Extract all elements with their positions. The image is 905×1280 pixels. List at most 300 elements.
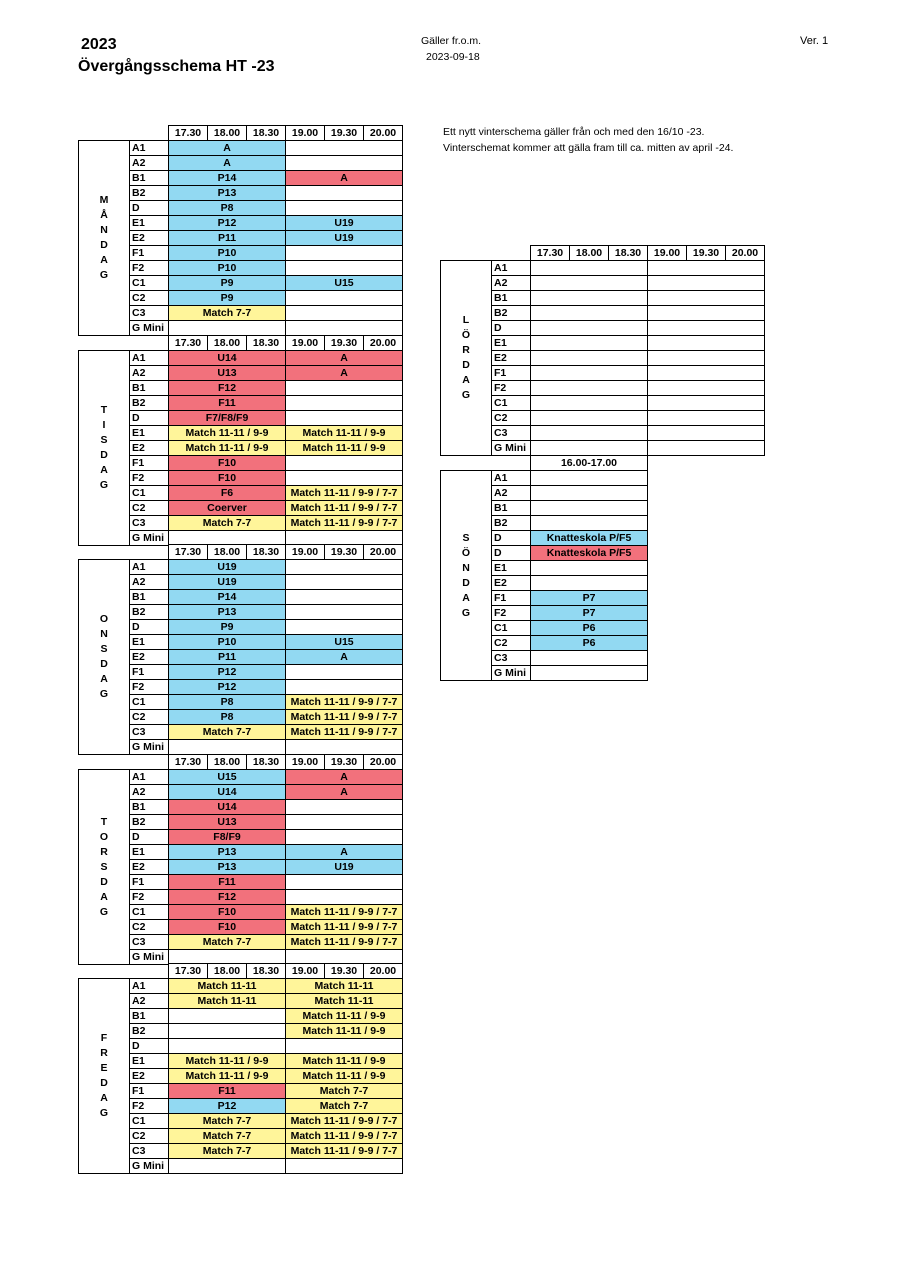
section-label: F2 — [130, 680, 169, 695]
time-header-cell: 19.00 — [286, 336, 325, 351]
day-letter: R — [100, 1047, 108, 1059]
section-label: A2 — [130, 575, 169, 590]
late-slot — [648, 381, 765, 396]
late-slot: Match 11-11 / 9-9 — [286, 441, 403, 456]
year: 2023 — [81, 36, 117, 53]
day-letter: T — [100, 404, 108, 416]
section-label: D — [130, 1039, 169, 1054]
section-label: B2 — [130, 815, 169, 830]
day-letter: A — [100, 890, 108, 903]
early-slot — [531, 336, 648, 351]
late-slot — [286, 186, 403, 201]
early-slot: P12 — [169, 680, 286, 695]
early-slot — [169, 321, 286, 336]
late-slot — [648, 276, 765, 291]
late-slot: A — [286, 845, 403, 860]
early-slot: Match 7-7 — [169, 725, 286, 740]
sunday-slot — [531, 561, 648, 576]
time-header-cell: 18.30 — [247, 126, 286, 141]
late-slot — [286, 590, 403, 605]
early-slot: F10 — [169, 905, 286, 920]
early-slot: P10 — [169, 261, 286, 276]
late-slot: Match 7-7 — [286, 1084, 403, 1099]
time-header-row — [79, 336, 403, 351]
early-slot: F6 — [169, 486, 286, 501]
early-slot: P8 — [169, 695, 286, 710]
time-header-cell: 19.30 — [325, 126, 364, 141]
late-slot: Match 11-11 / 9-9 / 7-7 — [286, 486, 403, 501]
section-label: E1 — [130, 1054, 169, 1069]
late-slot: U19 — [286, 860, 403, 875]
early-slot: P9 — [169, 291, 286, 306]
sunday-slot: Knatteskola P/F5 — [531, 546, 648, 561]
early-slot — [169, 1009, 286, 1024]
section-label: C2 — [130, 1129, 169, 1144]
section-label: D — [492, 321, 531, 336]
time-header-cell: 18.30 — [609, 246, 648, 261]
early-slot — [531, 381, 648, 396]
time-header-cell: 16.00-17.00 — [531, 456, 648, 471]
late-slot — [286, 471, 403, 486]
header-blank — [441, 456, 492, 471]
day-letter: Å — [100, 209, 108, 221]
late-slot: Match 11-11 / 9-9 / 7-7 — [286, 501, 403, 516]
late-slot: A — [286, 650, 403, 665]
section-label: B2 — [492, 306, 531, 321]
day-label — [79, 141, 130, 336]
schedule-row — [79, 770, 403, 785]
time-header-row — [79, 545, 403, 560]
time-header-cell: 19.30 — [325, 755, 364, 770]
early-slot — [531, 411, 648, 426]
day-letter: L — [462, 314, 470, 326]
day-letter: D — [100, 658, 108, 670]
late-slot: Match 11-11 / 9-9 — [286, 1024, 403, 1039]
time-header-cell: 19.00 — [648, 246, 687, 261]
valid-from-label: Gäller fr.o.m. — [421, 35, 482, 47]
late-slot — [286, 800, 403, 815]
section-label: C2 — [130, 291, 169, 306]
section-label: D — [492, 531, 531, 546]
day-letter: D — [100, 449, 108, 461]
day-table-lordag — [440, 245, 765, 456]
late-slot: A — [286, 770, 403, 785]
early-slot: U14 — [169, 351, 286, 366]
late-slot: Match 11-11 / 9-9 — [286, 1009, 403, 1024]
late-slot — [286, 605, 403, 620]
early-slot: F8/F9 — [169, 830, 286, 845]
late-slot: A — [286, 351, 403, 366]
section-label: E1 — [492, 561, 531, 576]
day-letter: S — [462, 531, 470, 544]
section-label: B2 — [130, 396, 169, 411]
early-slot: U14 — [169, 785, 286, 800]
header-blank — [441, 246, 492, 261]
early-slot: P8 — [169, 201, 286, 216]
section-label: A1 — [130, 351, 169, 366]
time-header-row — [79, 964, 403, 979]
section-label: A2 — [492, 486, 531, 501]
early-slot — [531, 321, 648, 336]
schedule-row — [79, 560, 403, 575]
time-header-cell: 17.30 — [169, 755, 208, 770]
section-label: C2 — [130, 920, 169, 935]
early-slot: Match 7-7 — [169, 516, 286, 531]
section-label: B2 — [130, 186, 169, 201]
early-slot: Match 11-11 / 9-9 — [169, 1054, 286, 1069]
day-letter: T — [100, 815, 108, 828]
section-label: E2 — [130, 441, 169, 456]
time-header-cell: 19.30 — [687, 246, 726, 261]
early-slot: P10 — [169, 246, 286, 261]
time-header-cell: 18.30 — [247, 964, 286, 979]
late-slot — [286, 246, 403, 261]
section-label: A2 — [130, 366, 169, 381]
schedule-row — [79, 351, 403, 366]
day-letter: N — [100, 628, 108, 640]
day-letter: G — [99, 688, 109, 700]
section-label: F2 — [130, 471, 169, 486]
section-label: B1 — [492, 291, 531, 306]
day-letter: G — [461, 606, 471, 619]
late-slot — [286, 1159, 403, 1174]
sunday-slot: P6 — [531, 636, 648, 651]
time-header-cell: 20.00 — [364, 755, 403, 770]
early-slot: Match 7-7 — [169, 1144, 286, 1159]
day-letter: M — [99, 194, 109, 206]
early-slot: P12 — [169, 665, 286, 680]
time-header-cell: 19.00 — [286, 755, 325, 770]
late-slot — [286, 411, 403, 426]
section-label: B1 — [130, 171, 169, 186]
late-slot — [286, 815, 403, 830]
schedule-row — [79, 141, 403, 156]
section-label: A1 — [492, 261, 531, 276]
late-slot: U15 — [286, 276, 403, 291]
time-header-cell: 19.00 — [286, 964, 325, 979]
time-header-cell: 17.30 — [169, 126, 208, 141]
early-slot: A — [169, 156, 286, 171]
early-slot: P10 — [169, 635, 286, 650]
early-slot: Match 7-7 — [169, 1114, 286, 1129]
sunday-slot: P7 — [531, 606, 648, 621]
schedule-row — [441, 261, 765, 276]
late-slot: A — [286, 785, 403, 800]
late-slot — [286, 680, 403, 695]
day-table-sondag — [440, 455, 648, 681]
late-slot — [648, 261, 765, 276]
valid-from-date: 2023-09-18 — [426, 51, 480, 63]
section-label: D — [130, 201, 169, 216]
time-header-cell: 19.30 — [325, 545, 364, 560]
day-letter: G — [99, 269, 109, 281]
section-label: C2 — [130, 710, 169, 725]
day-letter: N — [100, 224, 108, 236]
day-letter: G — [99, 1107, 109, 1119]
day-letter: A — [100, 464, 108, 476]
section-label: E2 — [130, 860, 169, 875]
late-slot — [648, 411, 765, 426]
time-header-cell: 18.00 — [208, 755, 247, 770]
header-blank — [79, 126, 130, 141]
day-letter: A — [100, 1092, 108, 1104]
section-label: D — [130, 620, 169, 635]
early-slot: F12 — [169, 890, 286, 905]
section-label: E2 — [492, 351, 531, 366]
section-label: E1 — [130, 426, 169, 441]
late-slot — [648, 366, 765, 381]
section-label: B2 — [130, 1024, 169, 1039]
section-label: C3 — [130, 1144, 169, 1159]
early-slot: Coerver — [169, 501, 286, 516]
day-label — [79, 560, 130, 755]
section-label: C1 — [492, 621, 531, 636]
section-label: B1 — [492, 501, 531, 516]
time-header-cell: 18.00 — [208, 336, 247, 351]
time-header-cell: 20.00 — [364, 545, 403, 560]
late-slot: Match 11-11 / 9-9 / 7-7 — [286, 920, 403, 935]
early-slot: Match 11-11 / 9-9 — [169, 426, 286, 441]
section-label: C3 — [130, 725, 169, 740]
late-slot: Match 11-11 / 9-9 / 7-7 — [286, 905, 403, 920]
day-label — [441, 261, 492, 456]
time-header-row — [441, 456, 648, 471]
late-slot — [286, 201, 403, 216]
section-label: A1 — [130, 770, 169, 785]
section-label: A1 — [130, 979, 169, 994]
day-letter: A — [462, 374, 470, 386]
section-label: E1 — [130, 845, 169, 860]
late-slot — [648, 321, 765, 336]
sunday-slot: Knatteskola P/F5 — [531, 531, 648, 546]
early-slot — [531, 291, 648, 306]
early-slot: Match 7-7 — [169, 1129, 286, 1144]
day-letter: O — [99, 830, 109, 843]
early-slot: P14 — [169, 590, 286, 605]
section-label: E2 — [492, 576, 531, 591]
time-header-cell: 18.00 — [208, 126, 247, 141]
late-slot — [286, 156, 403, 171]
late-slot: Match 7-7 — [286, 1099, 403, 1114]
early-slot — [531, 366, 648, 381]
section-label: A2 — [492, 276, 531, 291]
section-label: C3 — [130, 306, 169, 321]
early-slot — [531, 351, 648, 366]
day-letter: A — [100, 673, 108, 685]
section-label: D — [492, 546, 531, 561]
section-label: C3 — [492, 426, 531, 441]
section-label: B1 — [130, 590, 169, 605]
section-label: A1 — [492, 471, 531, 486]
section-label: G Mini — [130, 321, 169, 336]
day-label — [79, 351, 130, 546]
section-label: C1 — [130, 905, 169, 920]
time-header-cell: 18.30 — [247, 336, 286, 351]
time-header-cell: 20.00 — [726, 246, 765, 261]
late-slot: Match 11-11 / 9-9 / 7-7 — [286, 1114, 403, 1129]
late-slot: A — [286, 366, 403, 381]
section-label: C2 — [130, 501, 169, 516]
late-slot — [286, 321, 403, 336]
early-slot: U14 — [169, 800, 286, 815]
section-label: E2 — [130, 1069, 169, 1084]
early-slot: P11 — [169, 231, 286, 246]
day-letter: D — [100, 239, 108, 251]
header-blank — [492, 246, 531, 261]
early-slot — [531, 426, 648, 441]
time-header-cell: 18.00 — [208, 545, 247, 560]
section-label: G Mini — [130, 1159, 169, 1174]
section-label: F1 — [492, 591, 531, 606]
time-header-cell: 20.00 — [364, 126, 403, 141]
early-slot: F10 — [169, 471, 286, 486]
time-header-cell: 19.30 — [325, 964, 364, 979]
early-slot: P12 — [169, 1099, 286, 1114]
section-label: F2 — [130, 890, 169, 905]
section-label: B1 — [130, 381, 169, 396]
section-label: F1 — [130, 1084, 169, 1099]
day-letter: Ö — [461, 329, 471, 341]
note-line-2: Vinterschemat kommer att gälla fram till ca. mitten av april -24. — [443, 142, 734, 154]
late-slot — [286, 141, 403, 156]
late-slot — [286, 261, 403, 276]
early-slot: Match 7-7 — [169, 935, 286, 950]
section-label: E1 — [130, 216, 169, 231]
early-slot: F11 — [169, 875, 286, 890]
day-table-onsdag — [78, 544, 403, 755]
day-letter: E — [100, 1062, 108, 1074]
section-label: B2 — [130, 605, 169, 620]
section-label: G Mini — [130, 740, 169, 755]
early-slot: Match 11-11 / 9-9 — [169, 441, 286, 456]
early-slot: P13 — [169, 860, 286, 875]
early-slot: U13 — [169, 815, 286, 830]
day-table-fredag — [78, 963, 403, 1174]
section-label: F1 — [130, 665, 169, 680]
early-slot: P13 — [169, 845, 286, 860]
late-slot — [648, 441, 765, 456]
section-label: E2 — [130, 231, 169, 246]
sunday-slot — [531, 471, 648, 486]
late-slot: Match 11-11 / 9-9 — [286, 426, 403, 441]
early-slot — [531, 306, 648, 321]
late-slot — [286, 620, 403, 635]
early-slot: U13 — [169, 366, 286, 381]
day-letter: A — [100, 254, 108, 266]
late-slot — [648, 396, 765, 411]
early-slot: P9 — [169, 620, 286, 635]
day-letter: R — [100, 845, 108, 858]
day-letter: Ö — [461, 546, 471, 559]
section-label: F2 — [130, 261, 169, 276]
early-slot: F12 — [169, 381, 286, 396]
section-label: C1 — [492, 396, 531, 411]
section-label: A1 — [130, 141, 169, 156]
time-header-cell: 20.00 — [364, 336, 403, 351]
header-blank — [79, 545, 130, 560]
section-label: B1 — [130, 800, 169, 815]
section-label: C3 — [130, 516, 169, 531]
late-slot: Match 11-11 / 9-9 / 7-7 — [286, 516, 403, 531]
time-header-cell: 19.30 — [325, 336, 364, 351]
sunday-slot — [531, 516, 648, 531]
day-letter: G — [99, 905, 109, 918]
late-slot — [286, 396, 403, 411]
late-slot — [286, 575, 403, 590]
time-header-cell: 18.00 — [570, 246, 609, 261]
time-header-cell: 17.30 — [169, 964, 208, 979]
section-label: F2 — [492, 606, 531, 621]
late-slot: Match 11-11 / 9-9 / 7-7 — [286, 695, 403, 710]
section-label: B2 — [492, 516, 531, 531]
section-label: F2 — [130, 1099, 169, 1114]
section-label: C1 — [130, 486, 169, 501]
late-slot — [286, 890, 403, 905]
page-title: Övergångsschema HT -23 — [78, 58, 275, 75]
late-slot: U19 — [286, 231, 403, 246]
early-slot: P13 — [169, 605, 286, 620]
time-header-cell: 19.00 — [286, 545, 325, 560]
day-letter: S — [100, 434, 108, 446]
time-header-row — [441, 246, 765, 261]
early-slot — [169, 740, 286, 755]
early-slot: Match 11-11 / 9-9 — [169, 1069, 286, 1084]
late-slot — [286, 665, 403, 680]
day-label — [441, 471, 492, 681]
early-slot: F7/F8/F9 — [169, 411, 286, 426]
early-slot: P9 — [169, 276, 286, 291]
late-slot — [648, 306, 765, 321]
sunday-slot — [531, 666, 648, 681]
section-label: E1 — [492, 336, 531, 351]
header-blank — [79, 336, 130, 351]
day-letter: D — [100, 875, 108, 888]
section-label: G Mini — [130, 950, 169, 965]
header-blank — [130, 964, 169, 979]
early-slot — [531, 441, 648, 456]
late-slot: Match 11-11 / 9-9 / 7-7 — [286, 725, 403, 740]
day-letter: D — [462, 359, 470, 371]
late-slot — [648, 426, 765, 441]
early-slot: P14 — [169, 171, 286, 186]
time-header-cell: 17.30 — [169, 336, 208, 351]
early-slot — [169, 1024, 286, 1039]
day-letter: D — [100, 1077, 108, 1089]
section-label: F2 — [492, 381, 531, 396]
late-slot: Match 11-11 — [286, 979, 403, 994]
late-slot — [286, 560, 403, 575]
early-slot: U15 — [169, 770, 286, 785]
header-blank — [79, 964, 130, 979]
early-slot: U19 — [169, 560, 286, 575]
day-table-tisdag — [78, 335, 403, 546]
header-blank — [492, 456, 531, 471]
late-slot: Match 11-11 / 9-9 — [286, 1054, 403, 1069]
section-label: E1 — [130, 635, 169, 650]
version-label: Ver. 1 — [800, 35, 829, 47]
day-letter: S — [100, 643, 108, 655]
section-label: G Mini — [492, 441, 531, 456]
section-label: F1 — [130, 246, 169, 261]
day-letter: R — [462, 344, 470, 356]
late-slot — [286, 740, 403, 755]
sunday-slot — [531, 651, 648, 666]
day-letter: G — [461, 389, 471, 401]
late-slot — [286, 875, 403, 890]
early-slot: U19 — [169, 575, 286, 590]
late-slot — [286, 1039, 403, 1054]
section-label: C2 — [492, 411, 531, 426]
